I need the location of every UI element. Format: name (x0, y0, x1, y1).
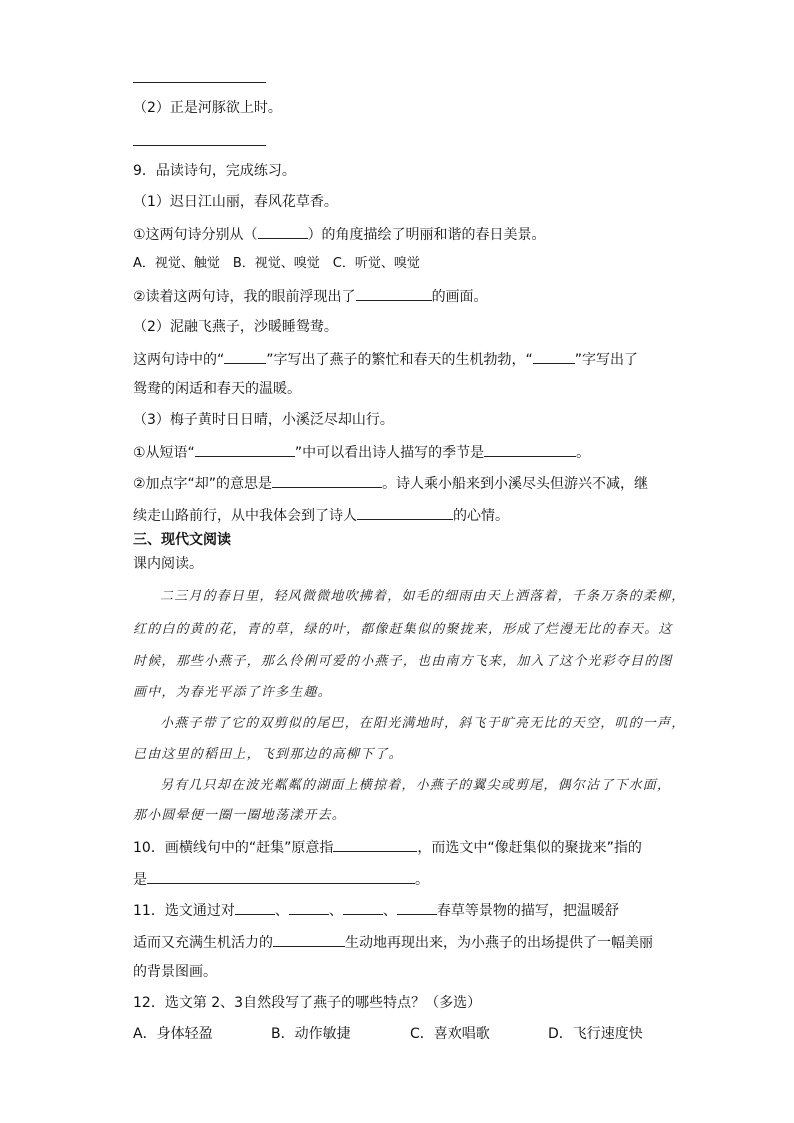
q9-3-question-a (133, 441, 590, 463)
q10-l2-pre: 是 (133, 872, 147, 888)
answer-blank[interactable] (333, 836, 417, 852)
q11-l2-post: 生动地再现出来，为小燕子的出场提供了一幅美丽 (345, 935, 653, 951)
q9-poem-3: （3）梅子黄时日日晴，小溪泛尽却山行。 (133, 412, 394, 428)
q12-option-d[interactable]: D．飞行速度快 (548, 1026, 643, 1042)
q9-3b-post: 。诗人乘小船来到小溪尽头但游兴不减，继 (382, 476, 649, 492)
answer-blank[interactable] (289, 899, 329, 915)
q9-3c-post: 的心情。 (453, 508, 509, 524)
q10-line1 (133, 836, 642, 858)
q11-line1 (133, 899, 619, 921)
answer-blank[interactable] (224, 348, 266, 364)
answer-blank[interactable] (147, 868, 415, 884)
q9-2-line2: 鸳鸯的闲适和春天的温暖。 (133, 381, 301, 397)
passage-line: 时候，那些小燕子，那么伶俐可爱的小燕子，也由南方飞来，加入了这个光彩夺目的图 (133, 654, 673, 669)
q9-1a-pre: ①这两句诗分别从（ (133, 227, 258, 243)
q9-1b-pre: ②读着这两句诗，我的眼前浮现出了 (133, 289, 356, 305)
q11-l2-pre: 适而又充满生机活力的 (133, 935, 273, 951)
q10-line2 (133, 868, 429, 890)
answer-blank[interactable] (272, 472, 382, 488)
answer-blank[interactable] (258, 223, 308, 239)
q9-1-question-b (133, 285, 488, 307)
passage-line: 小燕子带了它的双剪似的尾巴，在阳光满地时，斜飞于旷亮无比的天空，叽的一声， (160, 716, 686, 731)
passage-line: 那小圆晕便一圈一圈地荡漾开去。 (133, 808, 347, 823)
q9-3a-mid: ”中可以看出诗人描写的季节是 (294, 445, 485, 461)
q11-l1-pre: 11．选文通过对 (133, 903, 235, 919)
q9-1-options: A．视觉、触觉 B．视觉、嗅觉 C．听觉、嗅觉 (133, 256, 420, 271)
q9-3a-post: 。 (576, 445, 591, 461)
q11-line3: 的背景图画。 (133, 964, 217, 980)
q9-2-line1 (133, 348, 638, 370)
q9-3b-pre: ②加点字“却”的意思是 (133, 476, 273, 492)
q9-3a-pre: ①从短语“ (133, 445, 195, 461)
q12-option-c[interactable]: C．喜欢唱歌 (410, 1026, 490, 1042)
section-heading: 三、现代文阅读 (133, 532, 231, 548)
q9-title: 9．品读诗句，完成练习。 (133, 163, 296, 179)
answer-blank[interactable] (195, 441, 295, 457)
passage-line: 红的白的黄的花，青的草，绿的叶，都像赶集似的聚拢来，形成了烂漫无比的春天。这 (133, 622, 673, 637)
passage-line: 已由这里的稻田上，飞到那边的高柳下了。 (133, 747, 403, 762)
q9-poem-2: （2）泥融飞燕子，沙暖睡鸳鸯。 (133, 319, 338, 335)
passage-line: 二三月的春日里，轻风微微地吹拂着，如毛的细雨由天上洒落着，千条万条的柔柳， (160, 589, 686, 604)
q12-option-a[interactable]: A．身体轻盈 (133, 1026, 213, 1042)
q12-option-b[interactable]: B．动作敏捷 (271, 1026, 351, 1042)
q10-l1-post: ，而选文中“像赶集似的聚拢来”指的 (417, 840, 642, 856)
q11-separator: 、 (328, 903, 343, 919)
answer-line (133, 145, 266, 146)
q9-3-question-b (133, 472, 648, 494)
q10-l1-pre: 10．画横线句中的“赶集”原意指 (133, 840, 334, 856)
q8-part2: （2）正是河豚欲上时。 (133, 100, 282, 116)
answer-blank[interactable] (484, 441, 576, 457)
q10-l2-post: 。 (415, 872, 429, 888)
section-subheading: 课内阅读。 (133, 556, 203, 572)
q11-l1-post: 春草等景物的描写，把温暖舒 (436, 903, 619, 919)
q9-1b-post: 的画面。 (431, 289, 488, 305)
answer-blank[interactable] (273, 931, 345, 947)
q9-3-question-c (133, 504, 509, 526)
q11-separator: 、 (382, 903, 397, 919)
q9-3c-pre: 续走山路前行，从中我体会到了诗人 (133, 508, 357, 524)
q11-line2 (133, 931, 653, 953)
q9-poem-1: （1）迟日江山丽，春风花草香。 (133, 194, 338, 210)
answer-line (133, 82, 266, 83)
passage-line: 另有几只却在波光粼粼的湖面上横掠着，小燕子的翼尖或剪尾，偶尔沾了下水面， (160, 778, 672, 793)
answer-blank[interactable] (357, 504, 453, 520)
q9-2-l1b: ”字写出了燕子的繁忙和春天的生机勃勃，“ (266, 352, 533, 368)
q9-2-l1c: ”字写出了 (574, 352, 639, 368)
q9-2-l1a: 这两句诗中的“ (133, 352, 225, 368)
passage-line: 画中，为春光平添了许多生趣。 (133, 685, 332, 700)
q9-1-question-a (133, 223, 546, 245)
answer-blank[interactable] (343, 899, 383, 915)
answer-blank[interactable] (397, 899, 437, 915)
answer-blank[interactable] (356, 285, 432, 301)
q9-1a-post: ）的角度描绘了明丽和谐的春日美景。 (307, 227, 546, 243)
answer-blank[interactable] (533, 348, 575, 364)
q12-title: 12．选文第 2、3自然段写了燕子的哪些特点？（多选） (133, 995, 482, 1011)
q11-separator: 、 (274, 903, 289, 919)
answer-blank[interactable] (235, 899, 275, 915)
